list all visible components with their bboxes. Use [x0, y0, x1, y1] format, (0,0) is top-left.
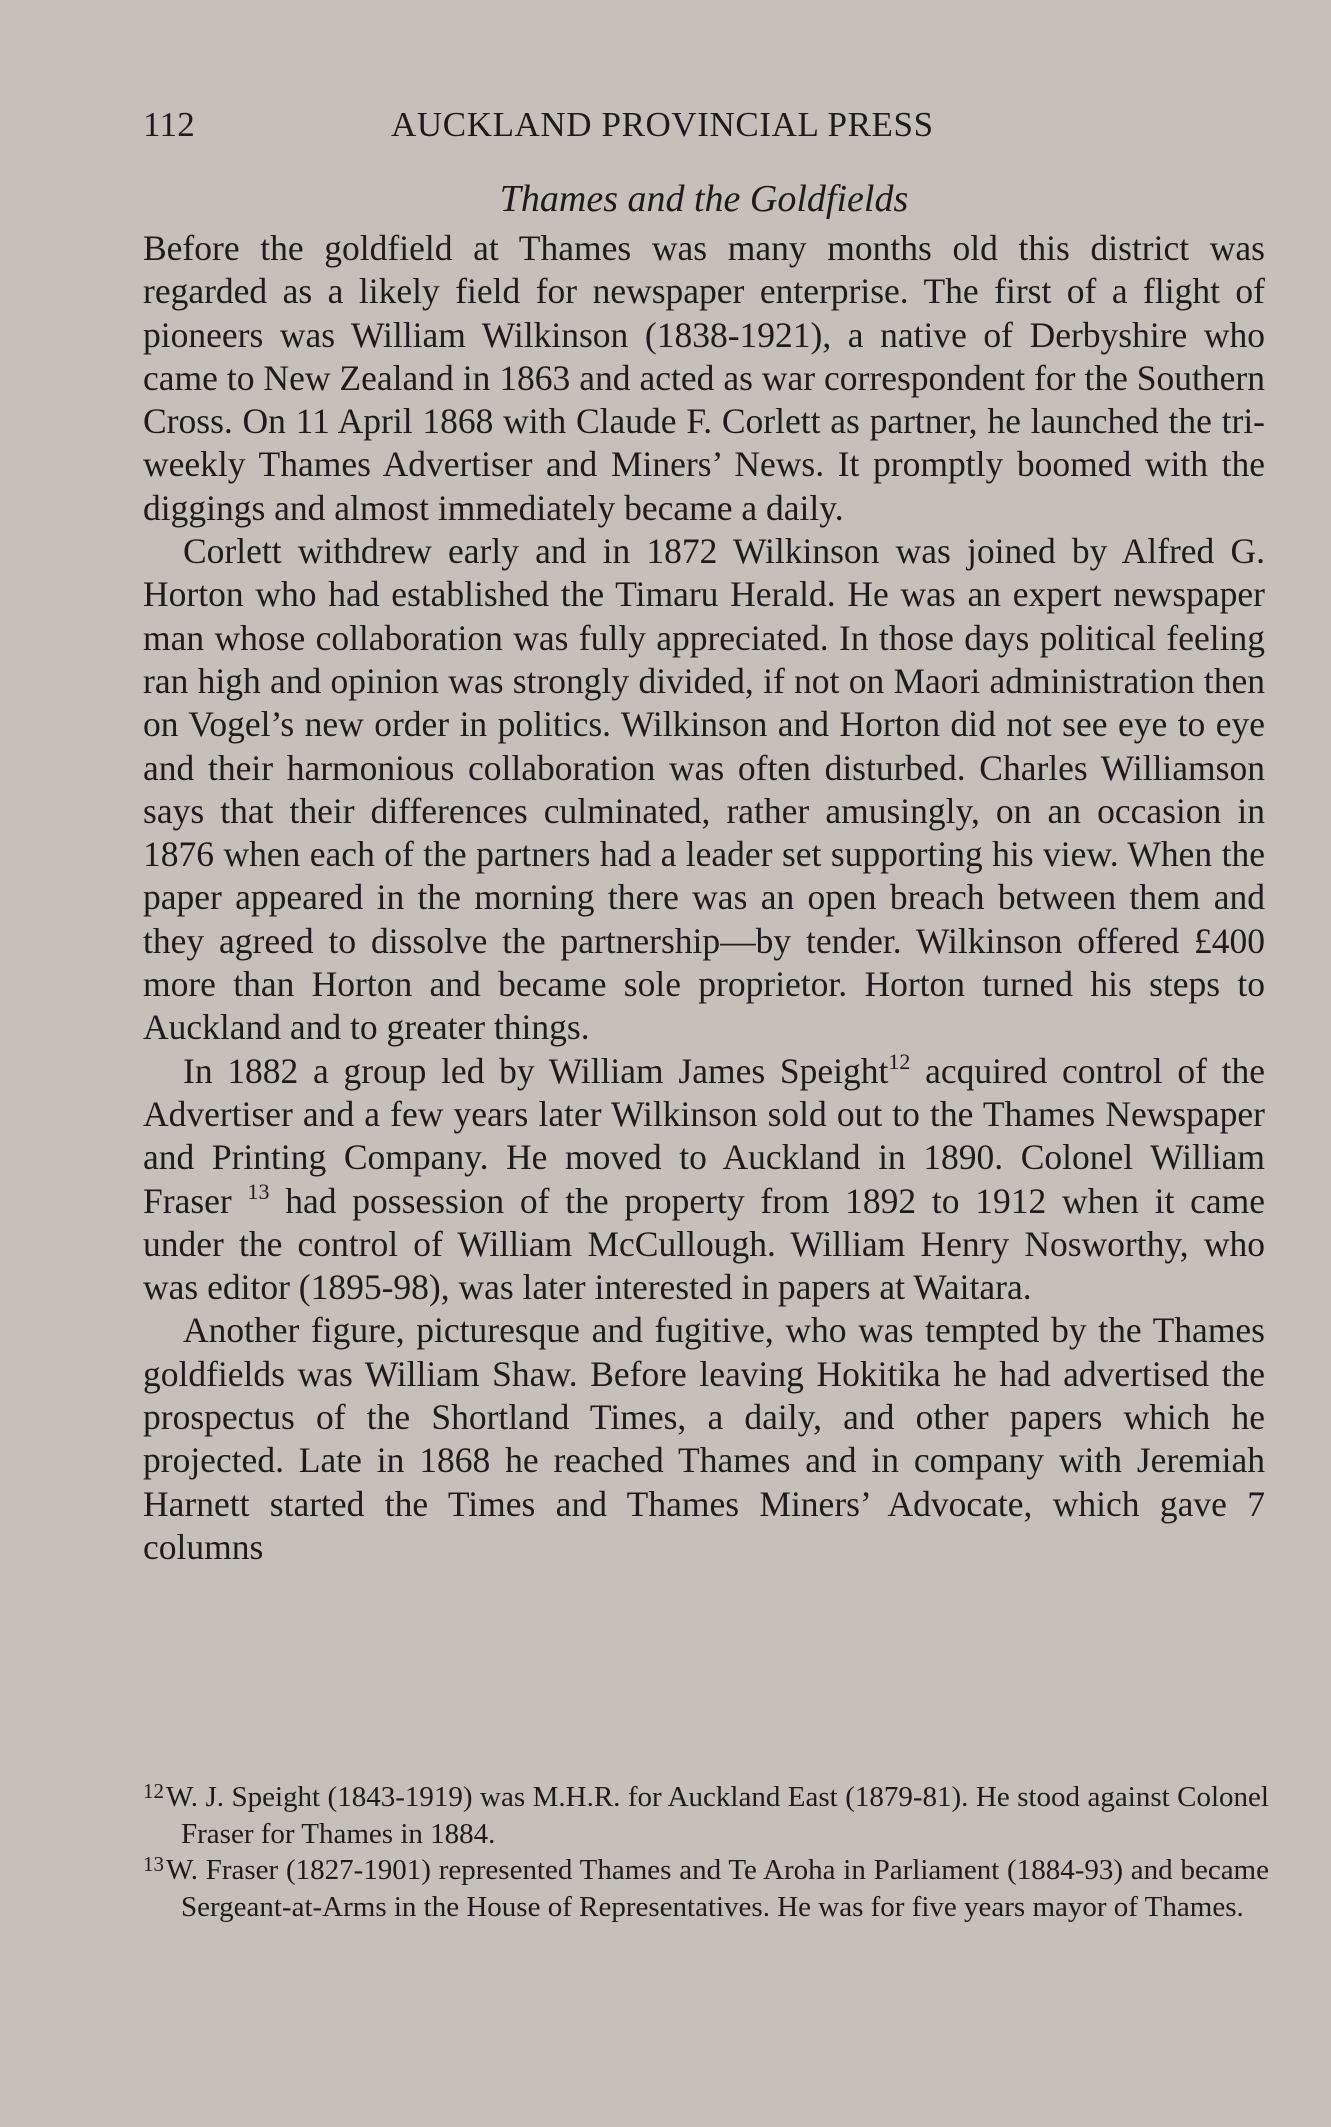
page-number: 112 — [143, 105, 196, 144]
paragraph-3 — [143, 1050, 1265, 1310]
footnote-ref-12: 12 — [888, 1048, 911, 1074]
footnote-13-text: W. Fraser (1827-1901) represented Thames and Te Aroha in Parliament (1884-93) and became Sergeant-at-Arms in the House of Representatives. He was for five years mayor of Thames. — [166, 1854, 1269, 1923]
page-header — [143, 100, 1265, 150]
footnote-marker-13: 13 — [143, 1852, 164, 1876]
paragraph-3-part-b: acquired control of the Advertiser and a few years later Wilkinson sold out to the Thames Newspaper and Printing Company. He moved to Auckland in 1890. Colonel William Fraser — [143, 1050, 1265, 1221]
footnote-12-text: W. J. Speight (1843-1919) was M.H.R. for Auckland East (1879-81). He stood against Colonel Fraser for Thames in 1884. — [166, 1781, 1269, 1850]
footnote-13 — [143, 1852, 1269, 1925]
footnote-12 — [143, 1779, 1269, 1852]
footnote-marker-12: 12 — [143, 1779, 164, 1803]
footnotes — [143, 1779, 1269, 1925]
body-text — [143, 227, 1265, 1569]
paragraph-3-part-a: In 1882 a group led by William James Speight — [183, 1050, 889, 1091]
paragraph-3-part-c: had possession of the property from 1892 to 1912 when it came under the control of William McCullough. William Henry Nosworthy, who was editor (1895-98), was later interested in papers at Waitara. — [143, 1180, 1266, 1308]
paragraph-4: Another figure, picturesque and fugitive, who was tempted by the Thames goldfields was William Shaw. Before leaving Hokitika he had advertised the prospectus of the Shortland Times, a daily, and other papers which he projected. Late in 1868 he reached Thames and in company with Jeremiah Harnett started the Times and Thames Miners’ Advocate, which gave 7 columns — [143, 1310, 1265, 1567]
paragraph-1: Before the goldfield at Thames was many months old this district was regarded as a likely field for newspaper enterprise. The first of a flight of pioneers was William Wilkinson (1838-1921), a native of Derbyshire who came to New Zealand in 1863 and acted as war correspondent for the Southern Cross. On 11 April 1868 with Claude F. Corlett as partner, he launched the tri-weekly Thames Advertiser and Miners’ News. It promptly boomed with the diggings and almost immediately became a daily. — [143, 228, 1265, 528]
running-title: AUCKLAND PROVINCIAL PRESS — [391, 105, 934, 144]
paragraph-2: Corlett withdrew early and in 1872 Wilkinson was joined by Alfred G. Horton who had established the Timaru Herald. He was an expert newspaper man whose collaboration was fully appreciated. In those days political feeling ran high and opinion was strongly divided, if not on Maori administration then on Vogel’s new order in politics. Wilkinson and Horton did not see eye to eye and their harmonious collaboration was often disturbed. Charles Williamson says that their differences culminated, rather amusingly, on an occasion in 1876 when each of the partners had a leader set supporting his view. When the paper appeared in the morning there was an open breach between them and they agreed to dissolve the partnership—by tender. Wilkinson offered £400 more than Horton and became sole proprietor. Horton turned his steps to Auckland and to greater things. — [143, 531, 1265, 1048]
section-title: Thames and the Goldfields — [499, 178, 909, 220]
footnote-ref-13: 13 — [247, 1178, 270, 1204]
